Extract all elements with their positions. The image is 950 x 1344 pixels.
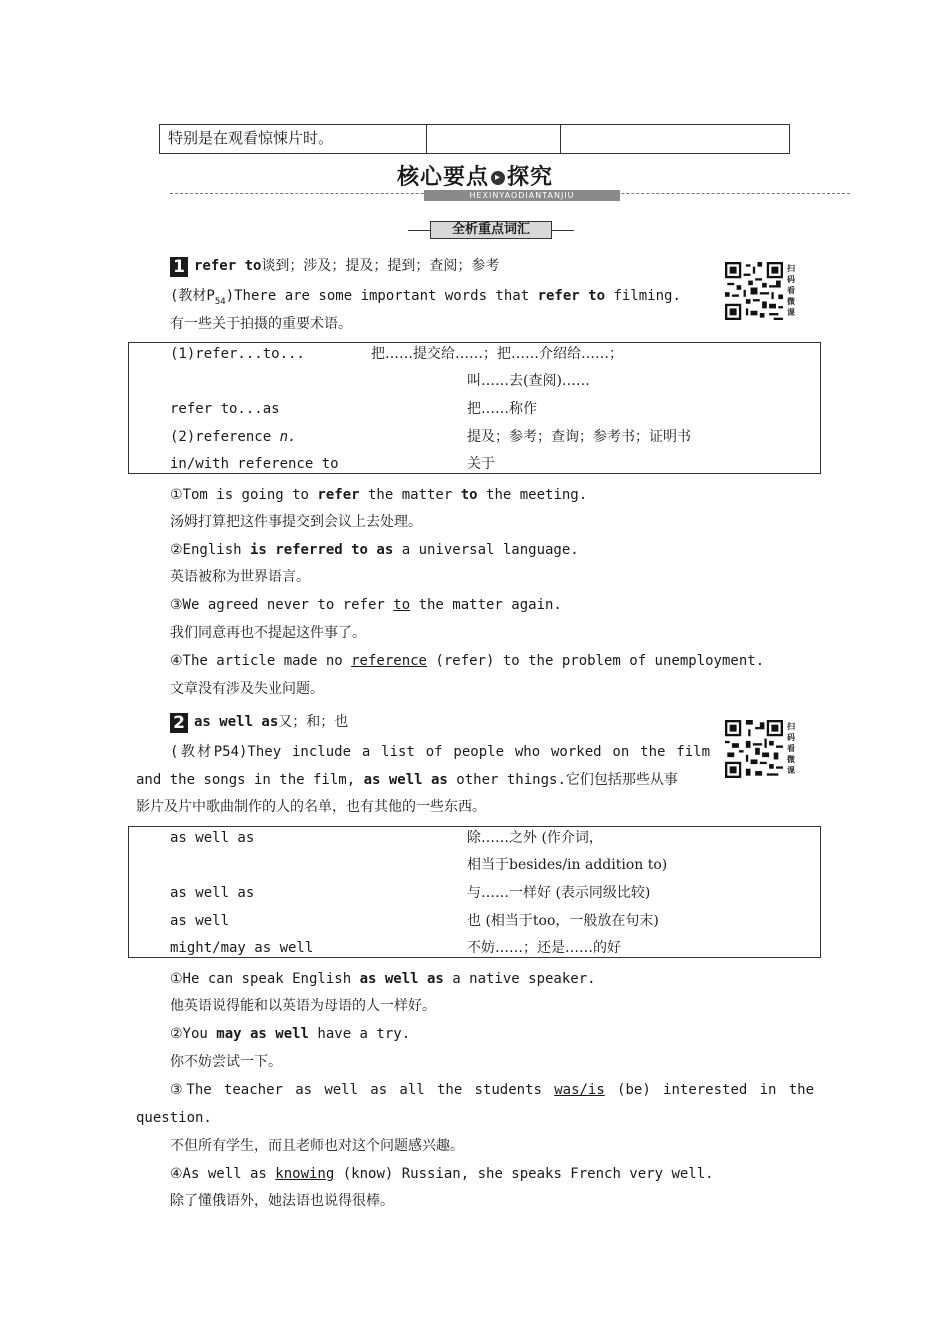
example-sentence [170, 540, 579, 560]
table-cell: as well [170, 913, 230, 929]
example-translation: 你不妨尝试一下。 [170, 1054, 282, 1070]
qr-label: 扫码看微课 [787, 722, 795, 775]
table-cell: 除……之外 (作介词， [467, 830, 603, 846]
item-number-badge: 1 [170, 257, 188, 277]
source-text: other things.它们包括那些从事 [447, 772, 678, 788]
divider [408, 230, 432, 231]
example-text: (know) Russian, she speaks French very well. [334, 1166, 714, 1182]
answer-blank: to [393, 597, 411, 613]
example-text: (be) interested in the [604, 1082, 814, 1098]
item-meaning: 谈到；涉及；提及；提到；查阅；参考 [261, 258, 500, 274]
item-phrase: refer to [194, 258, 262, 274]
top-table-cell: 特别是在观看惊悚片时。 [160, 125, 427, 153]
example-text: ③We agreed never to refer [170, 597, 394, 613]
source-keyword: refer to [537, 288, 606, 304]
table-cell: 也 (相当于too，一般放在句末) [467, 913, 659, 929]
top-table-cell [561, 125, 789, 153]
table-text: (2)reference [170, 429, 280, 445]
example-text: ①Tom is going to [170, 487, 318, 503]
item-number-badge: 2 [170, 713, 188, 733]
usage-table [128, 342, 821, 474]
source-translation: 影片及片中歌曲制作的人的名单，也有其他的一些东西。 [136, 799, 486, 815]
example-text: the matter again. [410, 597, 562, 613]
example-translation: 汤姆打算把这件事提交到会议上去处理。 [170, 514, 422, 530]
example-keyword: to [460, 487, 478, 503]
example-text: the matter [359, 487, 461, 503]
example-keyword: as well as [359, 971, 444, 987]
table-cell: might/may as well [170, 940, 314, 956]
table-cell: (1)refer...to... [170, 346, 305, 362]
example-text: ①He can speak English [170, 971, 360, 987]
example-text: ③The teacher as well as all the students [170, 1082, 555, 1098]
example-sentence [170, 595, 562, 615]
example-translation: 英语被称为世界语言。 [170, 569, 310, 585]
example-translation: 我们同意再也不提起这件事了。 [170, 625, 366, 641]
top-table-cell [427, 125, 561, 153]
example-sentence: question. [136, 1110, 212, 1126]
table-cell: 提及；参考；查询；参考书；证明书 [467, 429, 691, 445]
answer-blank: reference [351, 653, 427, 669]
qr-label: 扫码看微课 [787, 264, 795, 317]
table-cell: 叫……去(查阅)…… [467, 373, 590, 389]
example-text: ②English [170, 542, 250, 558]
example-sentence [170, 969, 596, 989]
answer-blank: knowing [275, 1166, 335, 1182]
example-sentence [170, 1164, 714, 1184]
qr-code-icon[interactable] [724, 720, 784, 778]
table-text: n. [279, 429, 297, 445]
example-translation: 除了懂俄语外，她法语也说得很棒。 [170, 1193, 394, 1209]
header-title-left: 核心要点 [396, 165, 489, 190]
source-prefix: (教材P [170, 288, 215, 304]
table-cell: as well as [170, 885, 255, 901]
table-cell: 相当于besides/in addition to) [467, 857, 668, 873]
source-text: )There are some important words that [225, 288, 538, 304]
example-text: ④As well as [170, 1166, 276, 1182]
usage-table [128, 826, 821, 958]
source-sentence: (教材P54)They include a list of people who worked on the film [170, 744, 710, 760]
example-text: a native speaker. [443, 971, 596, 987]
item-heading [170, 256, 499, 277]
answer-blank: was/is [554, 1082, 605, 1098]
divider [550, 230, 574, 231]
qr-code-icon[interactable] [724, 262, 784, 320]
table-cell: 不妨……；还是……的好 [467, 940, 621, 956]
item-meaning: 又；和；也 [278, 714, 349, 730]
example-translation: 文章没有涉及失业问题。 [170, 681, 324, 697]
source-text: filming. [605, 288, 681, 304]
source-sentence [136, 770, 678, 790]
header-title-right: 探究 [507, 165, 554, 190]
table-cell: 把……称作 [467, 401, 537, 417]
source-translation: 有一些关于拍摄的重要术语。 [170, 316, 352, 332]
table-cell: 关于 [467, 456, 495, 472]
arrow-icon: ▸ [491, 171, 505, 185]
subsection-title: 全析重点词汇 [430, 221, 552, 239]
example-sentence [170, 1080, 814, 1100]
example-keyword: refer [317, 487, 360, 503]
example-sentence [170, 485, 587, 505]
example-text: ②You [170, 1026, 217, 1042]
example-text: (refer) to the problem of unemployment. [426, 653, 765, 669]
top-table-fragment [159, 124, 790, 154]
example-sentence [170, 1024, 410, 1044]
example-translation: 他英语说得能和以英语为母语的人一样好。 [170, 998, 436, 1014]
source-sentence [170, 286, 681, 312]
example-sentence [170, 651, 764, 671]
example-text: a universal language. [393, 542, 579, 558]
table-cell: refer to...as [170, 401, 280, 417]
item-phrase: as well as [194, 714, 279, 730]
source-text: and the songs in the film, [136, 772, 364, 788]
subsection-label [408, 221, 574, 239]
table-cell: 与……一样好 (表示同级比较) [467, 885, 651, 901]
source-page: 54 [214, 296, 226, 307]
example-translation: 不但所有学生，而且老师也对这个问题感兴趣。 [170, 1138, 464, 1154]
example-text: the meeting. [477, 487, 588, 503]
example-keyword: is referred to as [249, 542, 394, 558]
table-cell: as well as [170, 830, 255, 846]
section-header [0, 160, 950, 191]
item-heading [170, 712, 348, 733]
source-keyword: as well as [363, 772, 448, 788]
example-text: ④The article made no [170, 653, 352, 669]
example-keyword: may as well [216, 1026, 309, 1042]
example-text: have a try. [308, 1026, 411, 1042]
header-pinyin: HEXINYAODIANTANJIU [424, 190, 620, 201]
table-cell: in/with reference to [170, 456, 339, 472]
table-cell [170, 427, 296, 447]
table-cell: 把……提交给……；把……介绍给……； [371, 346, 623, 362]
